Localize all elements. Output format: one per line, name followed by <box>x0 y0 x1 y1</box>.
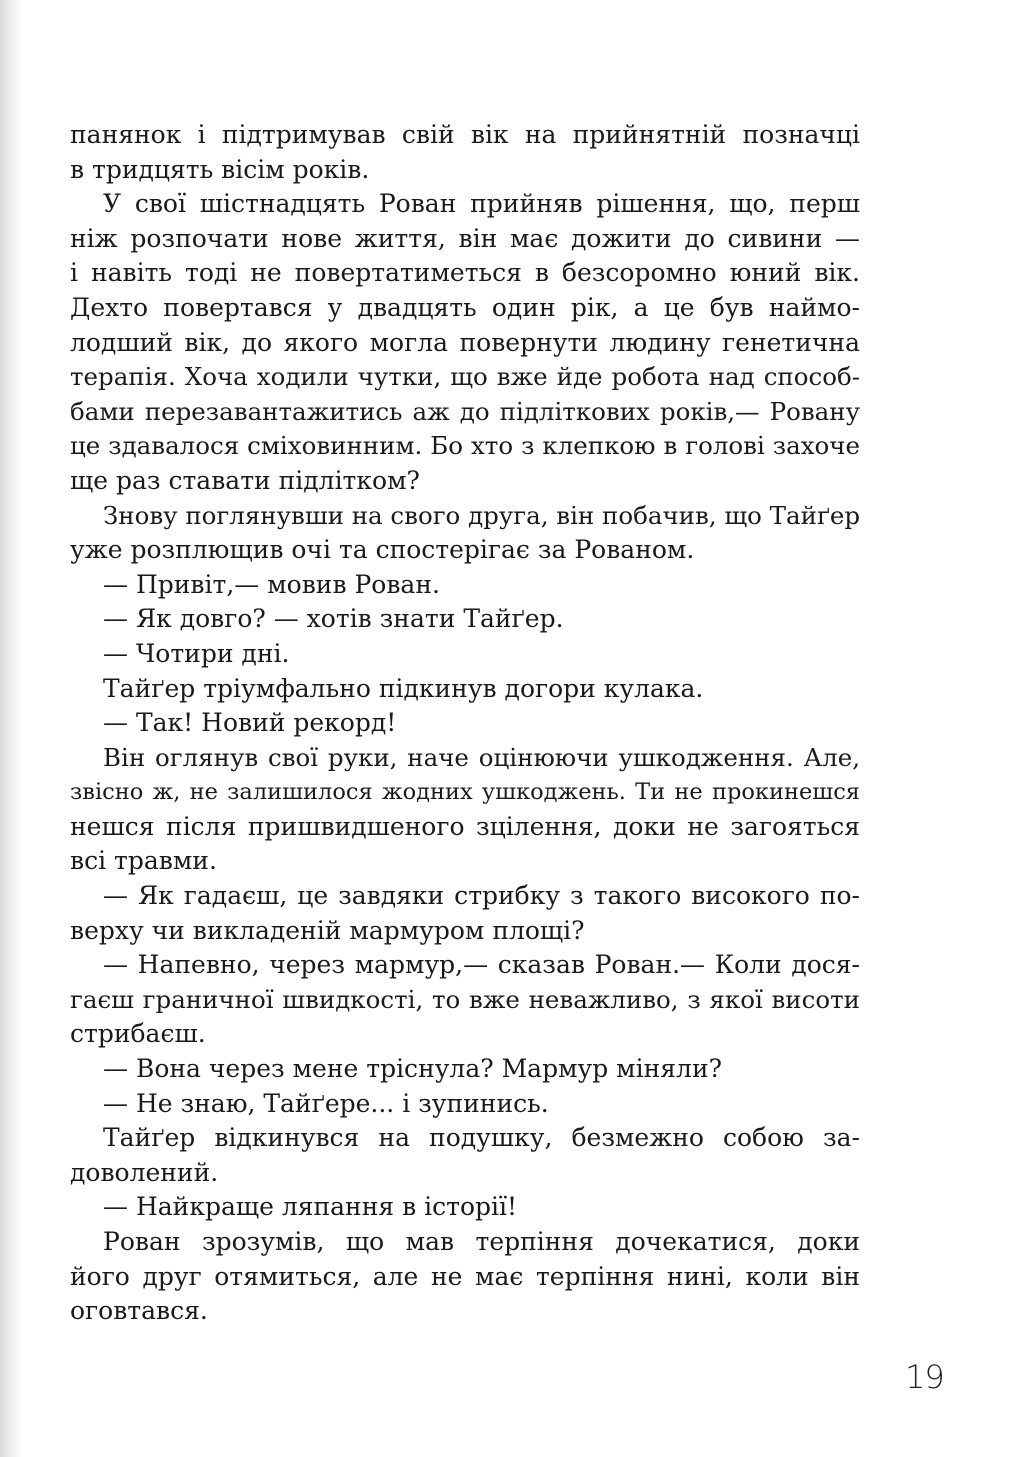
text-line: — Чотири дні. <box>103 638 290 668</box>
text-line: всі травми. <box>70 846 217 876</box>
page-spine-shadow <box>0 0 22 1457</box>
text-line: ніж розпочати нове життя, він має дожити до сивини — <box>70 223 860 253</box>
text-line: Він оглянув свої руки, наче оцінюючи ушкодження. Але, <box>103 742 860 772</box>
text-line: бами перезавантажитись аж до підліткових років,— Ровану <box>70 396 860 426</box>
text-line: — Як довго? — хотів знати Тайґер. <box>103 604 564 634</box>
page-number: 19 <box>905 1358 944 1396</box>
text-line: в тридцять вісім років. <box>70 154 370 184</box>
text-line: і навіть тоді не повертатиметься в безсоромно юний вік. <box>70 258 860 288</box>
text-line: лодший вік, до якого могла повернути людину генетична <box>70 327 860 357</box>
text-line: — Як гадаєш, це завдяки стрибку з такого високого по- <box>103 881 860 911</box>
text-line: Знову поглянувши на свого друга, він побачив, що Тайґер <box>103 500 860 530</box>
text-line: — Не знаю, Тайґере... і зупинись. <box>103 1088 549 1118</box>
text-line: оговтався. <box>70 1296 208 1326</box>
text-line: терапія. Хоча ходили чутки, що вже йде робота над способ- <box>70 362 860 392</box>
body-text <box>70 118 860 1329</box>
text-line: стрибаєш. <box>70 1019 206 1049</box>
text-line: панянок і підтримував свій вік на прийнятній позначці <box>70 120 860 149</box>
text-line: Дехто повертався у двадцять один рік, а це був наймо- <box>70 292 860 322</box>
text-line: — Найкраще ляпання в історії! <box>103 1192 518 1222</box>
text-line: — Вона через мене тріснула? Мармур міняли? <box>103 1054 723 1084</box>
text-line: верху чи викладеній мармуром площі? <box>70 915 585 945</box>
text-line: його друг отямиться, але не має терпіння нині, коли він <box>70 1261 860 1291</box>
text-line: уже розплющив очі та спостерігає за Рованом. <box>70 535 695 565</box>
text-line: нешся після пришвидшеного зцілення, доки не загояться <box>70 811 860 841</box>
text-line: — Напевно, через мармур,— сказав Рован.— Коли дося- <box>103 950 860 980</box>
text-line: Тайґер тріумфально підкинув догори кулака. <box>103 673 704 703</box>
text-line: Тайґер відкинувся на подушку, безмежно собою за- <box>103 1123 860 1153</box>
text-line: гаєш граничної швидкості, то вже неважливо, з якої висоти <box>70 984 860 1014</box>
text-line: — Привіт,— мовив Рован. <box>103 569 440 599</box>
text-line: У свої шістнадцять Рован прийняв рішення, що, перш <box>103 189 860 219</box>
text-line: — Так! Новий рекорд! <box>103 708 397 738</box>
text-line: Рован зрозумів, що мав терпіння дочекатися, доки <box>103 1227 860 1256</box>
text-line: це здавалося сміховинним. Бо хто з клепкою в голові захоче <box>70 431 860 461</box>
text-line: звісно ж, не залишилося жодних ушкоджень. Ти не прокинешся <box>70 779 860 806</box>
text-line: ще раз ставати підлітком? <box>70 465 420 495</box>
text-line: доволений. <box>70 1157 219 1187</box>
